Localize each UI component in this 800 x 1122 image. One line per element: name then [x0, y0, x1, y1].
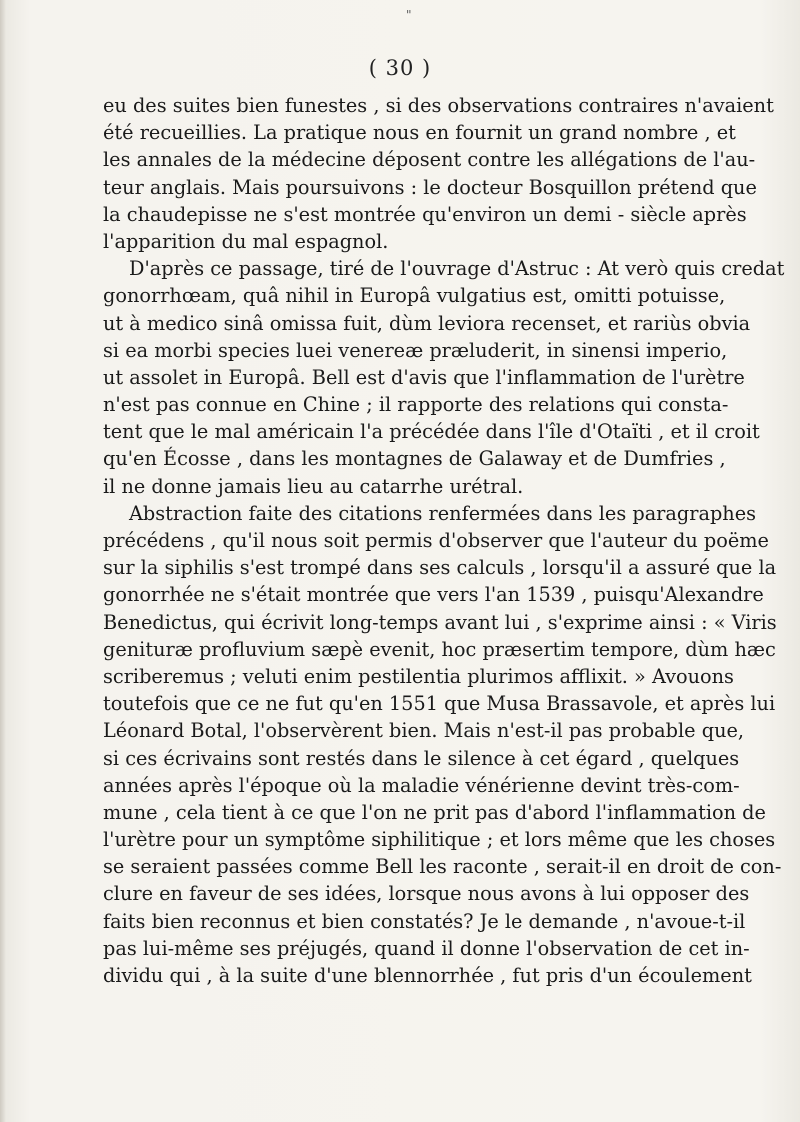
- text-line: tent que le mal américain l'a précédée dans l'île d'Otaïti , et il croit: [103, 420, 760, 444]
- text-line: gonorrhœam, quâ nihil in Europâ vulgatius est, omitti potuisse,: [103, 284, 726, 308]
- text-line: scriberemus ; veluti enim pestilentia plurimos afflixit. » Avouons: [103, 664, 734, 688]
- text-line: Benedictus, qui écrivit long-temps avant lui , s'exprime ainsi : « Viris: [103, 610, 777, 634]
- text-line: n'est pas connue en Chine ; il rapporte des relations qui consta-: [103, 393, 729, 417]
- text-line: faits bien reconnus et bien constatés? Je le demande , n'avoue-t-il: [103, 909, 746, 933]
- text-line: si ces écrivains sont restés dans le silence à cet égard , quelques: [103, 746, 740, 770]
- text-line: eu des suites bien funestes , si des observations contraires n'avaient: [103, 94, 774, 117]
- text-line: l'apparition du mal espagnol.: [103, 229, 389, 253]
- text-line: gonorrhée ne s'était montrée que vers l'an 1539 , puisqu'Alexandre: [103, 583, 764, 607]
- text-line: si ea morbi species luei venereæ præluderit, in sinensi imperio,: [103, 338, 728, 362]
- page-edge-shadow: [0, 0, 6, 1122]
- text-line: qu'en Écosse , dans les montagnes de Galaway et de Dumfries ,: [103, 447, 726, 471]
- header-mark: ": [406, 8, 412, 22]
- text-line: D'après ce passage, tiré de l'ouvrage d'Astruc : At verò quis credat: [129, 257, 785, 281]
- text-line: Léonard Botal, l'observèrent bien. Mais n'est-il pas probable que,: [103, 719, 745, 743]
- text-line: ut à medico sinâ omissa fuit, dùm leviora recenset, et rariùs obvia: [103, 311, 751, 335]
- text-line: la chaudepisse ne s'est montrée qu'environ un demi - siècle après: [103, 202, 747, 226]
- text-line: années après l'époque où la maladie vénérienne devint très-com-: [103, 773, 740, 797]
- text-line: été recueillies. La pratique nous en fournit un grand nombre , et: [103, 121, 736, 145]
- text-line: dividu qui , à la suite d'une blennorrhée , fut pris d'un écoulement: [103, 964, 752, 987]
- page-number: ( 30 ): [368, 56, 432, 80]
- text-line: pas lui-même ses préjugés, quand il donne l'observation de cet in-: [103, 936, 750, 960]
- text-line: se seraient passées comme Bell les raconte , serait-il en droit de con-: [103, 855, 782, 879]
- text-line: ut assolet in Europâ. Bell est d'avis que l'inflammation de l'urètre: [103, 365, 745, 389]
- text-line: mune , cela tient à ce que l'on ne prit pas d'abord l'inflammation de: [103, 800, 766, 824]
- text-line: les annales de la médecine déposent contre les allégations de l'au-: [103, 148, 756, 172]
- text-line: toutefois que ce ne fut qu'en 1551 que Musa Brassavole, et après lui: [103, 692, 776, 716]
- text-line: clure en faveur de ses idées, lorsque nous avons à lui opposer des: [103, 882, 750, 906]
- text-line: il ne donne jamais lieu au catarrhe urétral.: [103, 474, 524, 498]
- text-line: sur la siphilis s'est trompé dans ses calculs , lorsqu'il a assuré que la: [103, 556, 777, 580]
- text-line: teur anglais. Mais poursuivons : le docteur Bosquillon prétend que: [103, 175, 757, 199]
- body-text: [103, 92, 785, 989]
- text-line: genituræ profluvium sæpè evenit, hoc præsertim tempore, dùm hæc: [103, 637, 776, 661]
- text-line: Abstraction faite des citations renfermées dans les paragraphes: [129, 501, 757, 525]
- text-line: l'urètre pour un symptôme siphilitique ; et lors même que les choses: [103, 828, 776, 852]
- text-line: précédens , qu'il nous soit permis d'observer que l'auteur du poëme: [103, 529, 769, 552]
